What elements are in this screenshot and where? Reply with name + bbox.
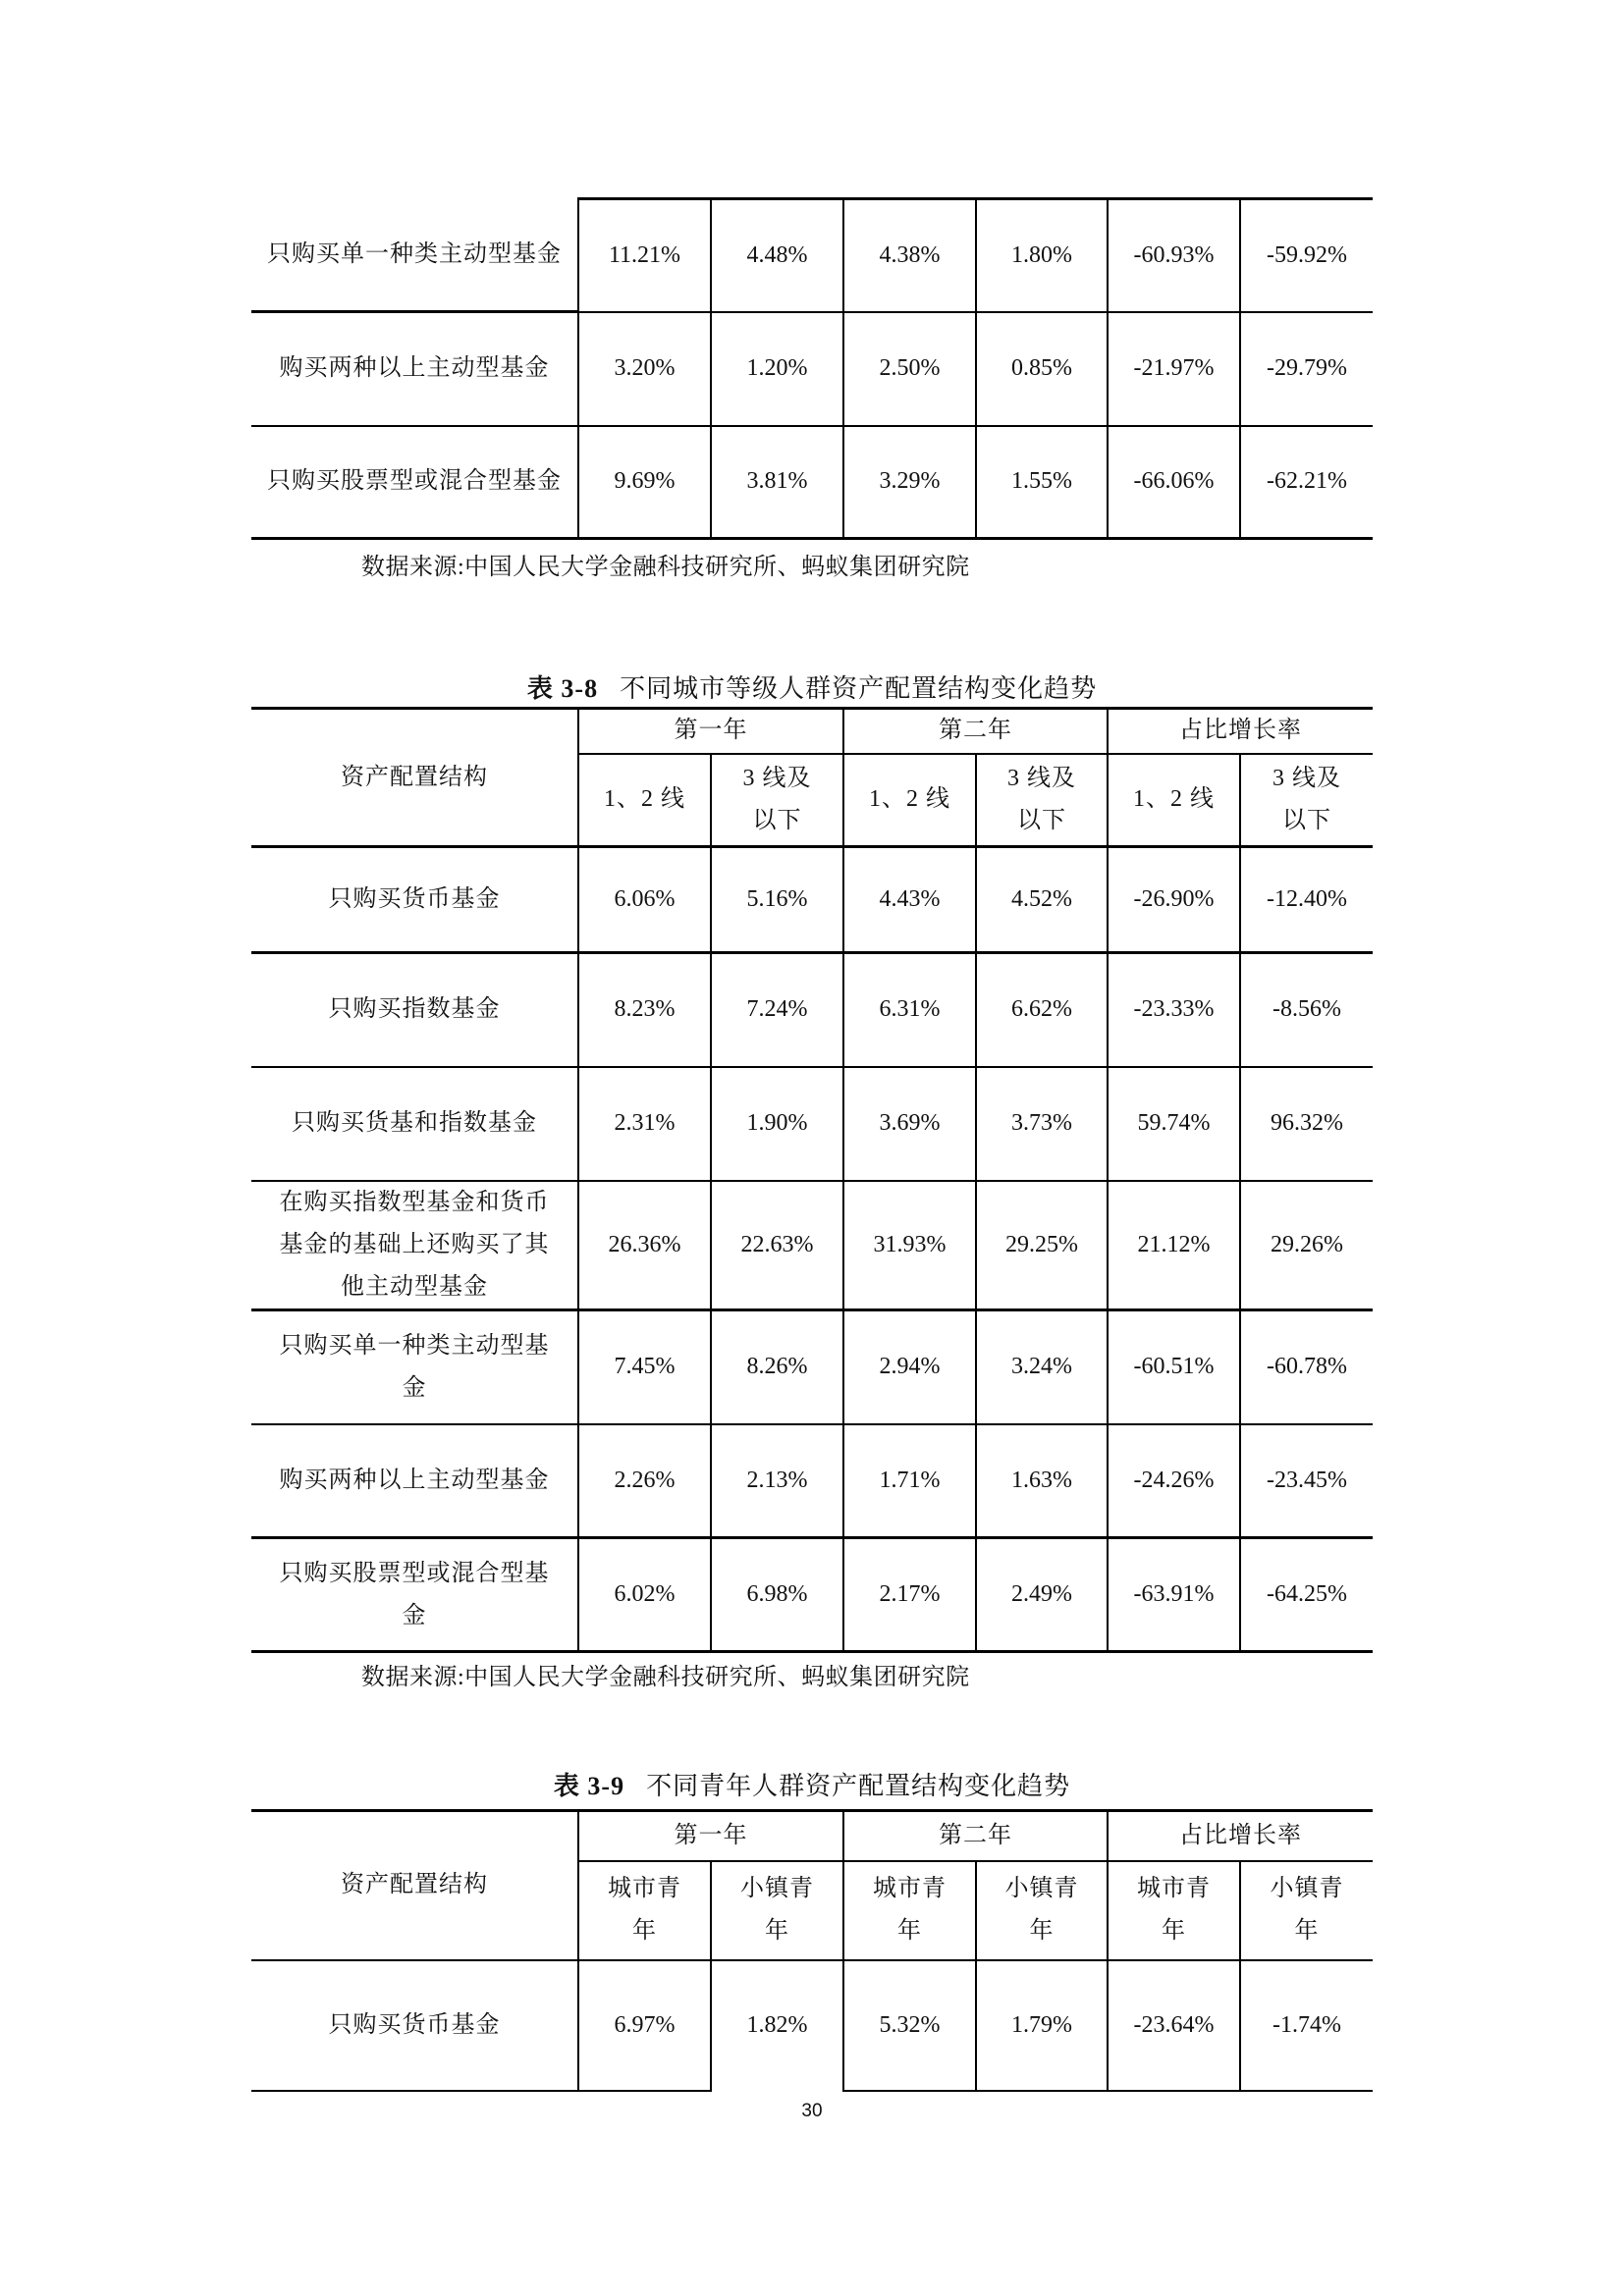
cell: 29.26%: [1240, 1181, 1373, 1310]
table-caption: [0, 673, 1624, 705]
table-row: [251, 426, 1373, 539]
cell: 31.93%: [843, 1181, 976, 1310]
cell: 0.85%: [976, 312, 1108, 426]
header-sub: 1、2 线: [843, 754, 976, 847]
header-group: 第一年: [578, 1811, 843, 1861]
header-row-label: 资产配置结构: [251, 709, 578, 847]
cell: 2.26%: [578, 1424, 711, 1538]
cell: 3.24%: [976, 1310, 1108, 1424]
header-sub: 小镇青年: [976, 1861, 1108, 1960]
cell: -23.64%: [1108, 1960, 1240, 2091]
cell: -59.92%: [1240, 199, 1373, 312]
row-label: 只购买单一种类主动型基金: [251, 1310, 578, 1424]
cell: -63.91%: [1108, 1538, 1240, 1652]
cell: -23.33%: [1108, 953, 1240, 1067]
header-sub: 3 线及以下: [1240, 754, 1373, 847]
cell: -62.21%: [1240, 426, 1373, 539]
row-label: 只购买股票型或混合型基金: [251, 426, 578, 539]
header-group: 占比增长率: [1108, 1811, 1373, 1861]
header-group: 第二年: [843, 709, 1108, 754]
cell: 4.43%: [843, 847, 976, 953]
row-label: 在购买指数型基金和货币基金的基础上还购买了其他主动型基金: [251, 1181, 578, 1310]
cell: 6.06%: [578, 847, 711, 953]
cell: 1.71%: [843, 1424, 976, 1538]
header-sub: 3 线及以下: [711, 754, 843, 847]
table-row: [251, 847, 1373, 953]
table-row: [251, 1181, 1373, 1310]
cell: 1.90%: [711, 1067, 843, 1181]
cell: -12.40%: [1240, 847, 1373, 953]
cell: 2.13%: [711, 1424, 843, 1538]
header-sub: 城市青年: [578, 1861, 711, 1960]
header-sub: 1、2 线: [578, 754, 711, 847]
table-3-8: [251, 707, 1373, 1653]
header-sub: 小镇青年: [1240, 1861, 1373, 1960]
header-row-label: 资产配置结构: [251, 1811, 578, 1960]
cell: 3.81%: [711, 426, 843, 539]
cell: 3.73%: [976, 1067, 1108, 1181]
cell: -60.93%: [1108, 199, 1240, 312]
cell: 2.50%: [843, 312, 976, 426]
header-sub: 城市青年: [1108, 1861, 1240, 1960]
cell: 6.31%: [843, 953, 976, 1067]
row-label: 只购买货币基金: [251, 1960, 578, 2091]
cell: 1.82%: [711, 1960, 843, 2091]
cell: 29.25%: [976, 1181, 1108, 1310]
data-source-note: 数据来源:中国人民大学金融科技研究所、蚂蚁集团研究院: [361, 1665, 970, 1690]
cell: 1.55%: [976, 426, 1108, 539]
table-row: [251, 1310, 1373, 1424]
row-label: 只购买指数基金: [251, 953, 578, 1067]
cell: -8.56%: [1240, 953, 1373, 1067]
cell: 22.63%: [711, 1181, 843, 1310]
row-label: 只购买货基和指数基金: [251, 1067, 578, 1181]
cell: 2.17%: [843, 1538, 976, 1652]
cell: -1.74%: [1240, 1960, 1373, 2091]
cell: -64.25%: [1240, 1538, 1373, 1652]
cell: 4.38%: [843, 199, 976, 312]
cell: 3.20%: [578, 312, 711, 426]
cell: 5.32%: [843, 1960, 976, 2091]
table-caption: [0, 1771, 1624, 1802]
cell: -23.45%: [1240, 1424, 1373, 1538]
cell: -29.79%: [1240, 312, 1373, 426]
cell: 1.20%: [711, 312, 843, 426]
row-label: 只购买单一种类主动型基金: [251, 199, 578, 312]
cell: 4.52%: [976, 847, 1108, 953]
header-sub: 3 线及以下: [976, 754, 1108, 847]
cell: 59.74%: [1108, 1067, 1240, 1181]
header-group: 占比增长率: [1108, 709, 1373, 754]
table-row: [251, 1538, 1373, 1652]
header-group: 第一年: [578, 709, 843, 754]
table-row: [251, 1960, 1373, 2091]
cell: -66.06%: [1108, 426, 1240, 539]
cell: 3.69%: [843, 1067, 976, 1181]
cell: -26.90%: [1108, 847, 1240, 953]
cell: 8.23%: [578, 953, 711, 1067]
header-sub: 1、2 线: [1108, 754, 1240, 847]
cell: 7.45%: [578, 1310, 711, 1424]
table-3-9: [251, 1809, 1373, 2092]
table-number: 表 3-9: [553, 1772, 625, 1800]
cell: 11.21%: [578, 199, 711, 312]
header-sub: 城市青年: [843, 1861, 976, 1960]
table-row: [251, 312, 1373, 426]
cell: 6.02%: [578, 1538, 711, 1652]
table-row: [251, 199, 1373, 312]
row-label: 只购买股票型或混合型基金: [251, 1538, 578, 1652]
cell: 1.80%: [976, 199, 1108, 312]
cell: -60.51%: [1108, 1310, 1240, 1424]
cell: -24.26%: [1108, 1424, 1240, 1538]
row-label: 购买两种以上主动型基金: [251, 312, 578, 426]
cell: -21.97%: [1108, 312, 1240, 426]
table-row: [251, 1424, 1373, 1538]
cell: 21.12%: [1108, 1181, 1240, 1310]
cell: 4.48%: [711, 199, 843, 312]
cell: 6.97%: [578, 1960, 711, 2091]
table-row: [251, 1067, 1373, 1181]
cell: 96.32%: [1240, 1067, 1373, 1181]
cell: 9.69%: [578, 426, 711, 539]
cell: 26.36%: [578, 1181, 711, 1310]
cell: 6.62%: [976, 953, 1108, 1067]
row-label: 只购买货币基金: [251, 847, 578, 953]
table-continued: [251, 197, 1373, 540]
table-title: 不同青年人群资产配置结构变化趋势: [646, 1772, 1071, 1800]
header-sub: 小镇青年: [711, 1861, 843, 1960]
header-row: [251, 709, 1373, 754]
row-label: 购买两种以上主动型基金: [251, 1424, 578, 1538]
cell: 6.98%: [711, 1538, 843, 1652]
cell: 5.16%: [711, 847, 843, 953]
cell: 2.94%: [843, 1310, 976, 1424]
cell: -60.78%: [1240, 1310, 1373, 1424]
cell: 7.24%: [711, 953, 843, 1067]
header-group: 第二年: [843, 1811, 1108, 1861]
cell: 3.29%: [843, 426, 976, 539]
cell: 8.26%: [711, 1310, 843, 1424]
cell: 2.49%: [976, 1538, 1108, 1652]
data-source-note: 数据来源:中国人民大学金融科技研究所、蚂蚁集团研究院: [361, 555, 970, 580]
table-number: 表 3-8: [526, 674, 599, 703]
header-row: [251, 1811, 1373, 1861]
cell: 1.63%: [976, 1424, 1108, 1538]
cell: 2.31%: [578, 1067, 711, 1181]
table-title: 不同城市等级人群资产配置结构变化趋势: [620, 674, 1098, 703]
page-number: 30: [801, 2101, 823, 2121]
cell: 1.79%: [976, 1960, 1108, 2091]
table-row: [251, 953, 1373, 1067]
